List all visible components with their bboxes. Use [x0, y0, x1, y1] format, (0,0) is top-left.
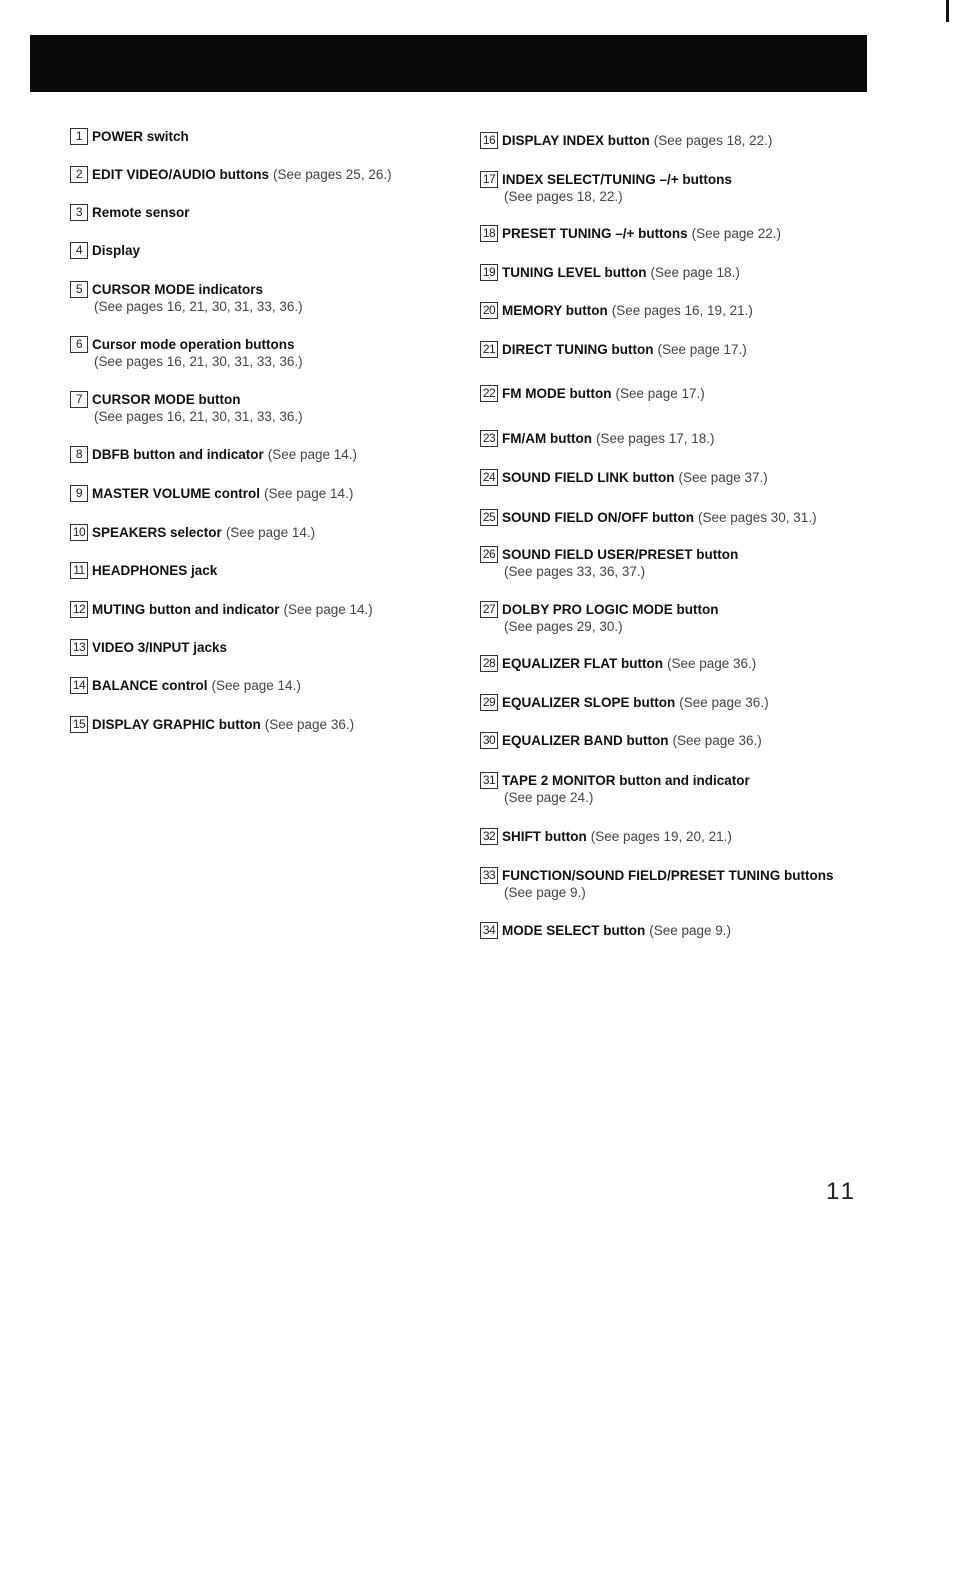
- item-number-box: 33: [480, 867, 498, 884]
- item-page-reference: (See page 14.): [267, 447, 358, 462]
- item-number-box: 2: [70, 166, 88, 183]
- item-number-box: 7: [70, 391, 88, 408]
- list-item: [70, 601, 373, 618]
- item-title: EDIT VIDEO/AUDIO buttons: [92, 167, 269, 182]
- item-title: FUNCTION/SOUND FIELD/PRESET TUNING buttons: [502, 868, 834, 883]
- item-number-box: 8: [70, 446, 88, 463]
- item-page-reference: (See page 36.): [679, 695, 769, 710]
- list-item: [70, 485, 353, 502]
- item-number-box: 22: [480, 385, 498, 402]
- item-title: PRESET TUNING –/+ buttons: [502, 226, 688, 241]
- item-title: EQUALIZER SLOPE button: [502, 695, 676, 710]
- item-title: MEMORY button: [502, 303, 608, 318]
- item-title: FM/AM button: [502, 431, 592, 446]
- list-item: [480, 546, 738, 580]
- item-number-box: 14: [70, 677, 88, 694]
- page-number: 11: [826, 1178, 857, 1205]
- item-number-box: 26: [480, 546, 498, 563]
- list-item: [480, 694, 769, 711]
- list-item: [70, 336, 303, 370]
- item-title: DISPLAY INDEX button: [502, 133, 650, 148]
- item-number-box: 9: [70, 485, 88, 502]
- item-title: TAPE 2 MONITOR button and indicator: [502, 773, 750, 788]
- list-item: [480, 385, 705, 402]
- item-number-box: 15: [70, 716, 88, 733]
- item-title: FM MODE button: [502, 386, 612, 401]
- item-title: VIDEO 3/INPUT jacks: [92, 640, 228, 655]
- item-number-box: 3: [70, 204, 88, 221]
- list-item: [480, 341, 747, 358]
- list-item: [480, 302, 753, 319]
- item-title: SOUND FIELD USER/PRESET button: [502, 547, 739, 562]
- item-number-box: 20: [480, 302, 498, 319]
- list-item: [70, 166, 392, 183]
- item-number-box: 12: [70, 601, 88, 618]
- list-item: [480, 922, 731, 939]
- list-item: [480, 601, 719, 635]
- list-item: [480, 469, 768, 486]
- item-number-box: 11: [70, 562, 88, 579]
- item-page-reference: (See page 36.): [264, 717, 355, 732]
- list-item: [70, 716, 354, 733]
- item-title: TUNING LEVEL button: [502, 265, 647, 280]
- item-title: CURSOR MODE indicators: [92, 282, 264, 297]
- item-title: SPEAKERS selector: [92, 525, 222, 540]
- item-title: MODE SELECT button: [502, 923, 646, 938]
- item-title: INDEX SELECT/TUNING –/+ buttons: [502, 172, 732, 187]
- edge-mark: [946, 0, 949, 22]
- item-page-reference: (See pages 18, 22.): [504, 189, 623, 204]
- list-item: [70, 639, 227, 656]
- item-title: MASTER VOLUME control: [92, 486, 260, 501]
- item-page-reference: (See pages 29, 30.): [504, 619, 623, 634]
- item-page-reference: (See page 14.): [225, 525, 316, 540]
- item-number-box: 31: [480, 772, 498, 789]
- item-number-box: 1: [70, 128, 88, 145]
- item-page-reference: (See pages 33, 36, 37.): [504, 564, 646, 579]
- item-number-box: 25: [480, 509, 498, 526]
- list-item: [480, 867, 834, 901]
- item-page-reference: (See pages 18, 22.): [653, 133, 773, 148]
- list-item: [70, 524, 315, 541]
- item-number-box: 30: [480, 732, 498, 749]
- item-title: Cursor mode operation buttons: [92, 337, 295, 352]
- header-bar: [30, 35, 867, 92]
- item-title: HEADPHONES jack: [92, 563, 218, 578]
- item-number-box: 5: [70, 281, 88, 298]
- item-page-reference: (See page 14.): [211, 678, 301, 693]
- list-item: [480, 225, 781, 242]
- item-page-reference: (See page 22.): [691, 226, 781, 241]
- item-title: SOUND FIELD ON/OFF button: [502, 510, 694, 525]
- item-number-box: 19: [480, 264, 498, 281]
- item-number-box: 24: [480, 469, 498, 486]
- list-item: [480, 772, 750, 806]
- item-number-box: 4: [70, 242, 88, 259]
- item-page-reference: (See page 24.): [504, 790, 594, 805]
- list-item: [480, 264, 740, 281]
- list-item: [70, 562, 217, 579]
- item-title: MUTING button and indicator: [92, 602, 280, 617]
- item-page-reference: (See page 36.): [672, 733, 762, 748]
- item-page-reference: (See page 9.): [504, 885, 586, 900]
- item-number-box: 10: [70, 524, 88, 541]
- item-number-box: 34: [480, 922, 498, 939]
- item-title: SHIFT button: [502, 829, 587, 844]
- list-item: [70, 391, 303, 425]
- item-page-reference: (See page 14.): [264, 486, 354, 501]
- item-page-reference: (See pages 16, 21, 30, 31, 33, 36.): [94, 409, 303, 424]
- item-number-box: 32: [480, 828, 498, 845]
- item-title: EQUALIZER FLAT button: [502, 656, 663, 671]
- list-item: [480, 509, 817, 526]
- item-title: EQUALIZER BAND button: [502, 733, 669, 748]
- item-page-reference: (See page 17.): [657, 342, 747, 357]
- list-item: [70, 281, 303, 315]
- item-number-box: 16: [480, 132, 498, 149]
- item-number-box: 18: [480, 225, 498, 242]
- list-item: [70, 446, 357, 463]
- item-title: POWER switch: [92, 129, 189, 144]
- list-item: [480, 655, 756, 672]
- item-title: DIRECT TUNING button: [502, 342, 654, 357]
- item-title: Remote sensor: [92, 205, 190, 220]
- item-number-box: 17: [480, 171, 498, 188]
- list-item: [70, 242, 140, 259]
- item-page-reference: (See page 37.): [678, 470, 768, 485]
- item-title: DBFB button and indicator: [92, 447, 264, 462]
- list-item: [480, 828, 732, 845]
- item-number-box: 28: [480, 655, 498, 672]
- item-title: SOUND FIELD LINK button: [502, 470, 675, 485]
- item-title: DOLBY PRO LOGIC MODE button: [502, 602, 719, 617]
- item-number-box: 13: [70, 639, 88, 656]
- item-number-box: 6: [70, 336, 88, 353]
- item-page-reference: (See page 9.): [649, 923, 732, 938]
- list-item: [70, 677, 301, 694]
- item-number-box: 23: [480, 430, 498, 447]
- item-title: BALANCE control: [92, 678, 208, 693]
- list-item: [70, 204, 190, 221]
- item-page-reference: (See page 18.): [650, 265, 740, 280]
- list-item: [480, 132, 772, 149]
- item-page-reference: (See pages 17, 18.): [595, 431, 715, 446]
- item-number-box: 27: [480, 601, 498, 618]
- list-item: [70, 128, 189, 145]
- item-number-box: 29: [480, 694, 498, 711]
- item-page-reference: (See page 36.): [666, 656, 757, 671]
- item-page-reference: (See page 14.): [283, 602, 373, 617]
- list-item: [480, 430, 715, 447]
- item-page-reference: (See pages 16, 21, 30, 31, 33, 36.): [94, 354, 303, 369]
- item-page-reference: (See pages 19, 20, 21.): [590, 829, 732, 844]
- item-title: DISPLAY GRAPHIC button: [92, 717, 261, 732]
- item-page-reference: (See pages 16, 19, 21.): [611, 303, 753, 318]
- item-title: Display: [92, 243, 141, 258]
- item-page-reference: (See pages 16, 21, 30, 31, 33, 36.): [94, 299, 303, 314]
- list-item: [480, 732, 762, 749]
- item-page-reference: (See page 17.): [615, 386, 705, 401]
- item-number-box: 21: [480, 341, 498, 358]
- list-item: [480, 171, 732, 205]
- item-page-reference: (See pages 25, 26.): [273, 167, 392, 182]
- item-page-reference: (See pages 30, 31.): [697, 510, 817, 525]
- item-title: CURSOR MODE button: [92, 392, 241, 407]
